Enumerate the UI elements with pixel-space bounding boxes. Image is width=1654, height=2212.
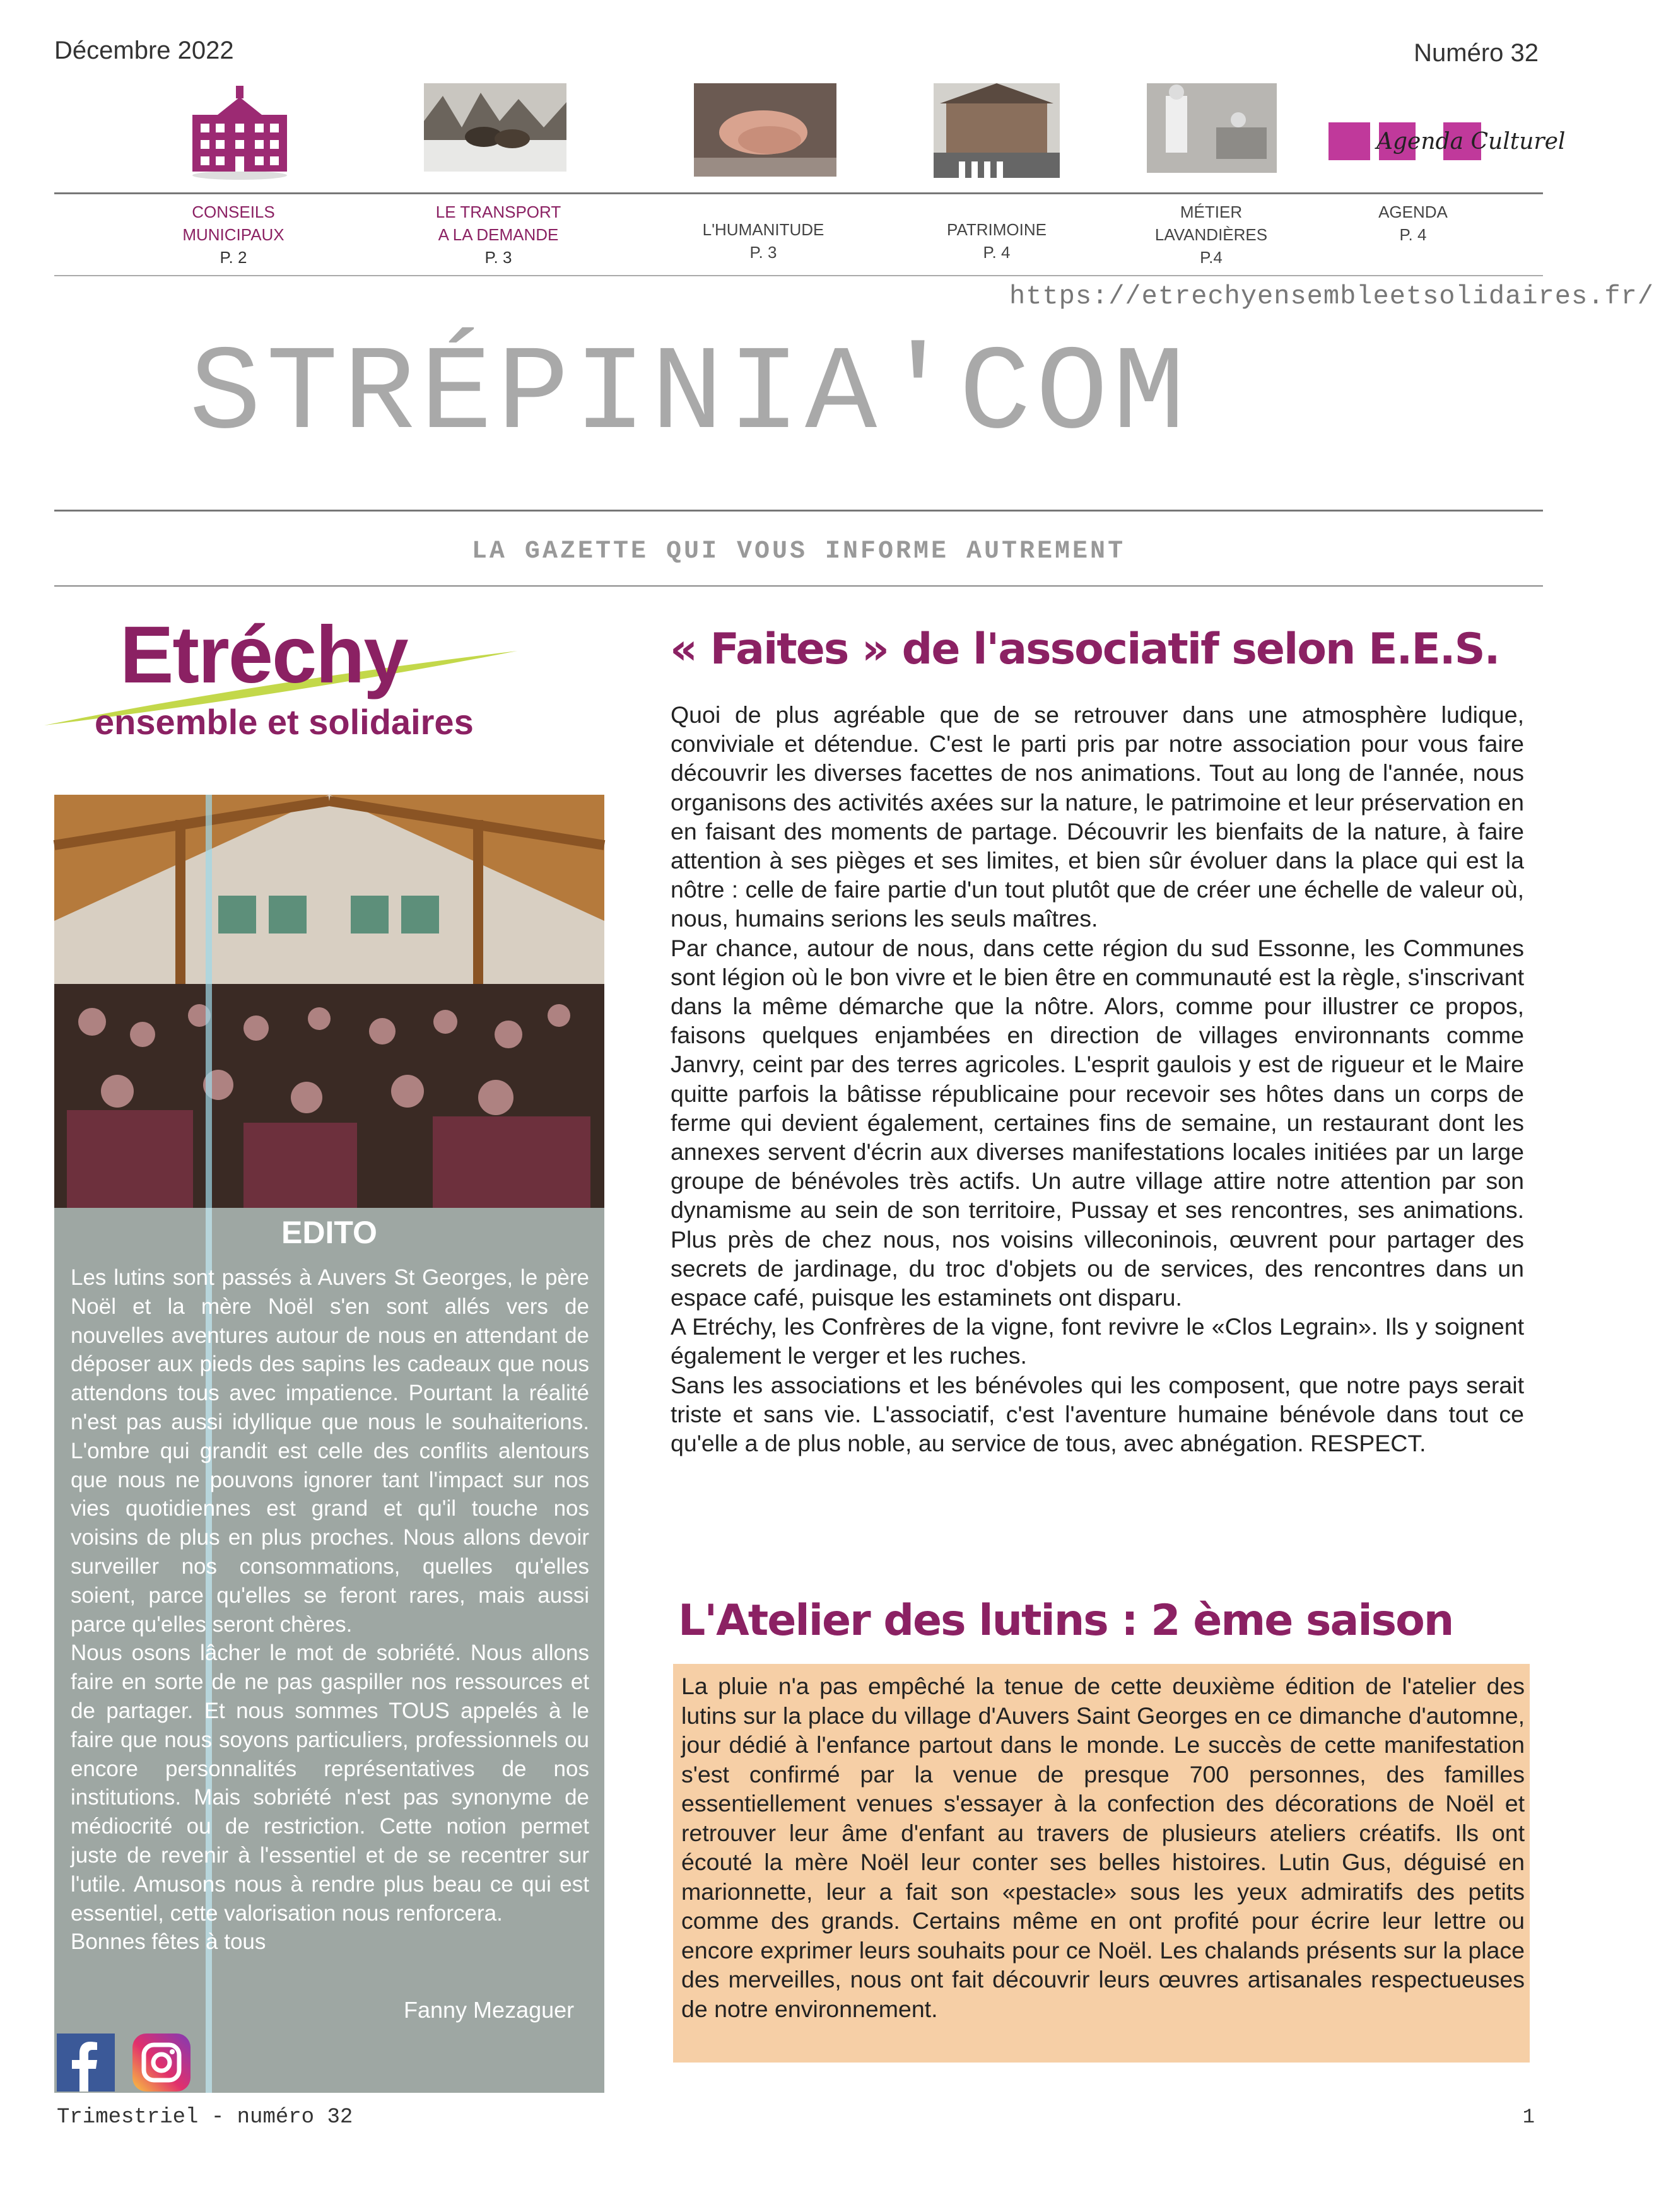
edito-signature: Fanny Mezaguer xyxy=(404,1997,575,2023)
website-link[interactable]: https://etrechyensembleetsolidaires.fr/ xyxy=(1009,281,1654,312)
masthead-rule xyxy=(54,510,1543,512)
logo-title: Etréchy xyxy=(120,610,408,700)
article1-body xyxy=(671,700,1524,1458)
article2-title: L'Atelier des lutins : 2 ème saison xyxy=(678,1596,1453,1646)
nav-item-conseils[interactable]: CONSEILS MUNICIPAUX P. 2 xyxy=(182,202,284,267)
laundress-image[interactable] xyxy=(1147,83,1277,173)
horse-carriage-image[interactable] xyxy=(424,83,566,172)
nav-item-transport[interactable]: LE TRANSPORT A LA DEMANDE P. 3 xyxy=(435,202,561,267)
article1-paragraph: Quoi de plus agréable que de se retrouver dans une atmosphère ludique, conviviale et détendue. C'est le parti pris par notre association pour vous faire découvrir les diverses facettes de nos animations. Tout au long de l'année, nous organisons des activités axées sur la nature, le patrimoine et leur préservation en en faisant des moments de partage. Découvrir les bienfaits de la nature, à faire attention à ses pièges et ses limites, et bien sûr évoluer dans la place qui est la nôtre : celle de faire partie d'un tout plutôt que de créer une échelle de valeur où, nous, humains serions les seuls maîtres. xyxy=(671,701,1524,932)
issue-date: Décembre 2022 xyxy=(54,37,234,64)
edito-paragraph: Bonnes fêtes à tous xyxy=(71,1929,266,1955)
article2-body: La pluie n'a pas empêché la tenue de cette deuxième édition de l'atelier des lutins sur la place du village d'Auvers Saint Georges en ce dimanche d'automne, jour dédié à l'enfance partout dans le monde. Le succès de cette manifestation s'est confirmé par la venue de presque 700 personnes, des familles essentiellement venues s'essayer à la confection des décorations de Noël et retrouver leur âme d'enfant au travers de plusieurs ateliers créatifs. Ils ont écouté la mère Noël leur conter ses belles histoires. Lutin Gus, déguisé en marionnette, leur a fait son «pestacle» sous les yeux admiratifs des petits comme des grands. Certains même en ont profité pour écrire leur lettre ou encore exprimer leurs souhaits pour ce Noël. Les chalands présents sur la place des merveilles, nous ont fait découvrir leurs œuvres artisanales respectueuses de notre environnement. xyxy=(681,1673,1525,2022)
event-hall-photo xyxy=(54,795,604,1211)
page-number: 1 xyxy=(1522,2105,1535,2129)
nav-item-patrimoine[interactable]: PATRIMOINE P. 4 xyxy=(947,220,1047,262)
masthead-title: STRÉPINIA'COM xyxy=(189,328,1190,464)
nav-bottom-rule xyxy=(54,275,1543,276)
tagline-rule xyxy=(54,585,1543,587)
article1-paragraph: Sans les associations et les bénévoles qui les composent, que notre pays serait triste et sans vie. L'associatif, c'est l'aventure humaine bénévole dans tout ce qu'elle a de plus noble, au service de tous, avec abnégation. RESPECT. xyxy=(671,1371,1524,1457)
nav-item-agenda[interactable]: AGENDA P. 4 xyxy=(1378,202,1448,244)
issue-number: Numéro 32 xyxy=(1414,39,1539,67)
edito-paragraph: Les lutins sont passés à Auvers St Georges, le père Noël et la mère Noël s'en sont allés vers de nouvelles aventures autour de nous en attendant de déposer aux pieds des sapins les cadeaux que nous attendons tous avec impatience. Pourtant la réalité n'est pas aussi idyllique que nous le souhaiterions. L'ombre qui grandit est celle des conflits alentours que nous ne pouvons ignorer tant l'impact sur nos vies quotidiennes est grand et qu'il touche nos voisins de plus en plus proches. Nous allons devoir surveiller nos consommations, quelles qu'elles soient, parce qu'elles se feront rares, mais aussi parce qu'elles seront chères. xyxy=(71,1265,589,1637)
hands-image[interactable] xyxy=(694,83,836,177)
agenda-badge[interactable] xyxy=(1328,122,1566,163)
nav-item-lavandieres[interactable]: MÉTIER LAVANDIÈRES P.4 xyxy=(1154,202,1268,267)
nav-item-humanitude[interactable]: L'HUMANITUDE P. 3 xyxy=(702,220,824,262)
town-hall-icon[interactable] xyxy=(189,83,290,180)
agenda-badge-label: Agenda Culturel xyxy=(1376,129,1566,155)
edito-title: EDITO xyxy=(281,1215,377,1250)
article1-title: « Faites » de l'associatif selon E.E.S. xyxy=(670,624,1499,674)
edito-paragraph: Nous osons lâcher le mot de sobriété. Nous allons faire en sorte de ne pas gaspiller nos ressources et de partager. Et nous sommes TOUS appelés à le faire que nous soyons particuliers, professionnels ou encore personnalités représentatives de nos institutions. Mais sobriété n'est pas synonyme de médiocrité ou de restriction. Cette notion permet juste de revenir à l'essentiel et de se recentrer sur l'utile. Amusons nous à rendre plus beau ce qui est essentiel, cette valorisation nous renforcera. xyxy=(71,1641,589,1926)
facebook-icon[interactable] xyxy=(57,2034,115,2092)
article1-paragraph: A Etréchy, les Confrères de la vigne, font revivre le «Clos Legrain». Ils y soignent également le verger et les ruches. xyxy=(671,1313,1524,1369)
edito-text xyxy=(71,1263,589,1957)
footer-periodicity: Trimestriel - numéro 32 xyxy=(57,2105,353,2129)
article1-paragraph: Par chance, autour de nous, dans cette région du sud Essonne, les Communes sont légion où le bon vivre et le bien être en communauté est la règle, s'inscrivant dans la même démarche que la nôtre. Alors, comme pour illustrer ce propos, faisons quelques enjambées en direction de villages environnants comme Janvry, ceint par des terres agricoles. L'esprit gaulois y est de rigueur et le Maire quitte parfois la bâtisse républicaine pour recevoir ses hôtes dans un corps de ferme qui devient également, certaines fins de semaine, un restaurant dont les annexes servent d'écrin aux diverses manifestations locales initiées par un large groupe de bénévoles très actifs. Un autre village attire notre attention par son dynamisme au sein de son territoire, Pussay et ses rencontres, ses animations. Plus près de chez nous, nos voisins villeconinois, œuvrent pour partager des secrets de jardinage, du troc d'objets ou de services, des rencontres dans un espace café, puisque les estaminets ont disparu. xyxy=(671,934,1524,1311)
logo-subtitle: ensemble et solidaires xyxy=(95,702,474,742)
nav-top-rule xyxy=(54,192,1543,194)
heritage-building-image[interactable] xyxy=(934,83,1060,178)
instagram-icon[interactable] xyxy=(132,2034,191,2092)
tagline: LA GAZETTE QUI VOUS INFORME AUTREMENT xyxy=(471,537,1126,566)
